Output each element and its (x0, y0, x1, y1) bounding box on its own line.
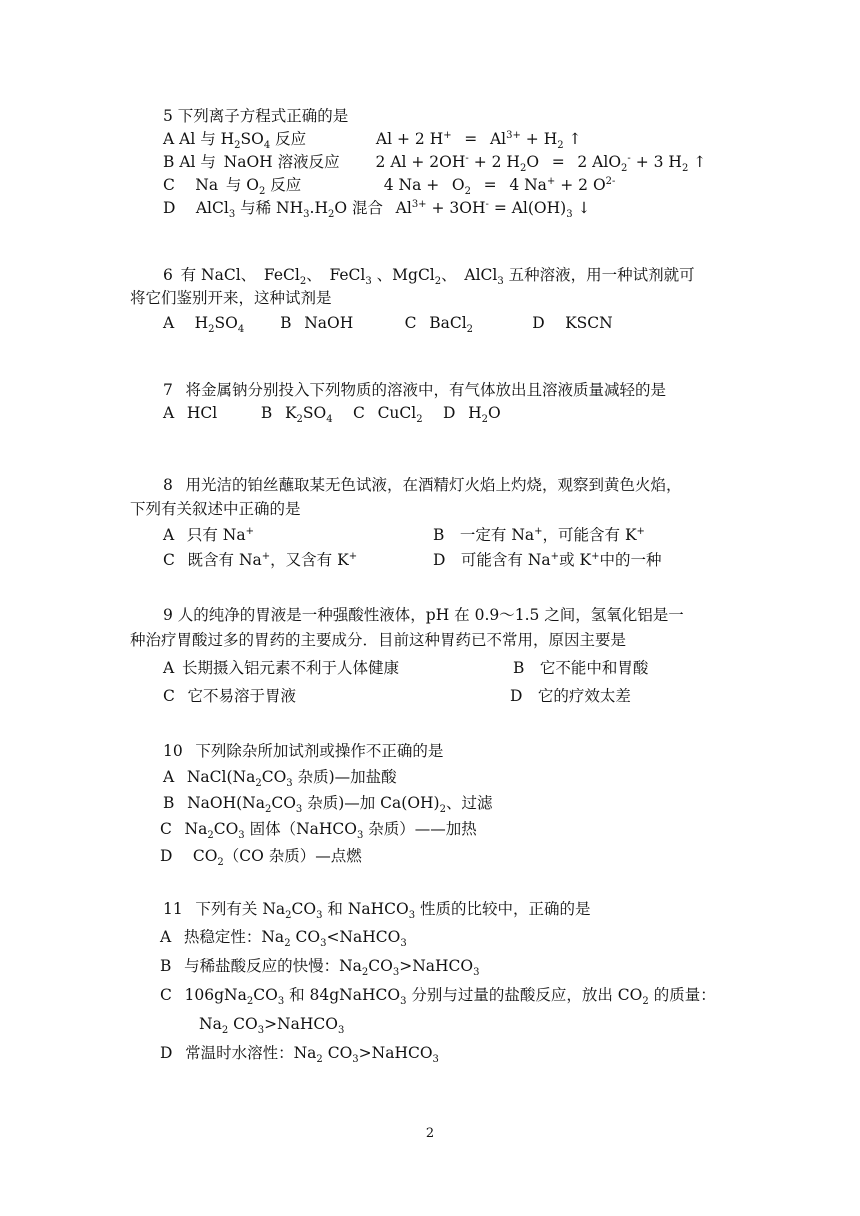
q10-option-b: B $NaOH(Na_2CO_3$ 杂质)—加 $Ca(OH)_2$、过滤 (163, 794, 493, 816)
q8-option-b: B 一定有 Na+，可能含有 K+ (433, 525, 645, 544)
q8-stem-line1: 8 用光洁的铂丝蘸取某无色试液，在酒精灯火焰上灼烧，观察到黄色火焰， (163, 476, 682, 494)
q11-option-c-continued: $Na_2$ $CO_3>NaHCO_3$ (199, 1015, 345, 1037)
q6-stem-line1: 6 有 NaCl、 FeCl$_2$、 FeCl$_3$ 、MgCl$_2$、 AlCl$_3$ 五种溶液，用一种试剂就可 (163, 266, 695, 288)
q5-option-b: B Al 与 NaOH 溶液反应 2 Al + 2OH- + 2 $H_2O$ = 2 AlO$_2$- + 3 $H_2$ ↑ (163, 152, 707, 175)
q7-options: A HCl B $K_2SO_4$ C CuCl$_2$ D $H_2O$ (163, 404, 501, 426)
q11-option-c: C $106gNa_2CO_3$ 和 84gNaHCO$_3$ 分别与过量的盐酸反应，放出 $CO_2$ 的质量： (160, 986, 716, 1008)
q8-option-d: D 可能含有 Na+或 K+中的一种 (433, 550, 662, 569)
q6-options: A $H_2SO_4$ B NaOH C BaCl$_2$ D KSCN (163, 314, 613, 336)
q10-option-d: D $CO_2(CO$ 杂质）—点燃 (160, 847, 362, 869)
q6-stem-line2: 将它们鉴别开来，这种试剂是 (130, 289, 332, 307)
q11-option-b: B 与稀盐酸反应的快慢：$Na_2CO_3>NaHCO_3$ (160, 957, 480, 979)
q9-option-a: A 长期摄入铝元素不利于人体健康 (163, 659, 399, 677)
q8-stem-line2: 下列有关叙述中正确的是 (130, 500, 301, 518)
q10-option-c: C $Na_2CO_3$ 固体（NaHCO$_3$ 杂质）——加热 (160, 820, 477, 842)
q9-option-b: B 它不能中和胃酸 (513, 659, 649, 677)
q11-option-d: D 常温时水溶性：$Na_2$ $CO_3>NaHCO_3$ (160, 1044, 439, 1066)
q8-option-c: C 既含有 Na+，又含有 K+ (163, 550, 358, 569)
q9-option-c: C 它不易溶于胃液 (163, 687, 297, 705)
q8-option-a: A 只有 Na+ (163, 525, 254, 544)
q9-option-d: D 它的疗效太差 (510, 687, 631, 705)
page-number: 2 (425, 1126, 435, 1141)
q11-stem: 11 下列有关 $Na_2CO_3$ 和 NaHCO$_3$ 性质的比较中，正确的是 (163, 900, 591, 922)
q11-option-a: A 热稳定性：$Na_2$ $CO_3<NaHCO_3$ (160, 928, 407, 950)
q9-stem-line1: 9 人的纯净的胃液是一种强酸性液体，pH 在 0.9～1.5 之间，氢氧化铝是一 (163, 606, 684, 624)
q5-stem: 5 下列离子方程式正确的是 (163, 107, 349, 125)
q10-stem: 10 下列除杂所加试剂或操作不正确的是 (163, 742, 444, 760)
q5-option-a: A Al 与 $H_2SO_4$ 反应 Al + 2 H+ = $Al^{3+} + H_2$ ↑ (163, 129, 582, 152)
q5-option-c: C Na 与 $O_2$ 反应 4 Na + $O_2$ = 4 Na+ + 2 $O^{2-}$ (163, 175, 616, 198)
q9-stem-line2: 种治疗胃酸过多的胃药的主要成分．目前这种胃药已不常用，原因主要是 (130, 631, 627, 649)
q7-stem: 7 将金属钠分别投入下列物质的溶液中，有气体放出且溶液质量减轻的是 (163, 381, 667, 399)
q5-option-d: D AlCl$_3$ 与稀 $NH_3.H_2O$ 混合 $Al^{3+} + 3OH^- = Al(OH)_3$ ↓ (163, 198, 591, 221)
q10-option-a: A $NaCl(Na_2CO_3$ 杂质)—加盐酸 (163, 768, 397, 790)
